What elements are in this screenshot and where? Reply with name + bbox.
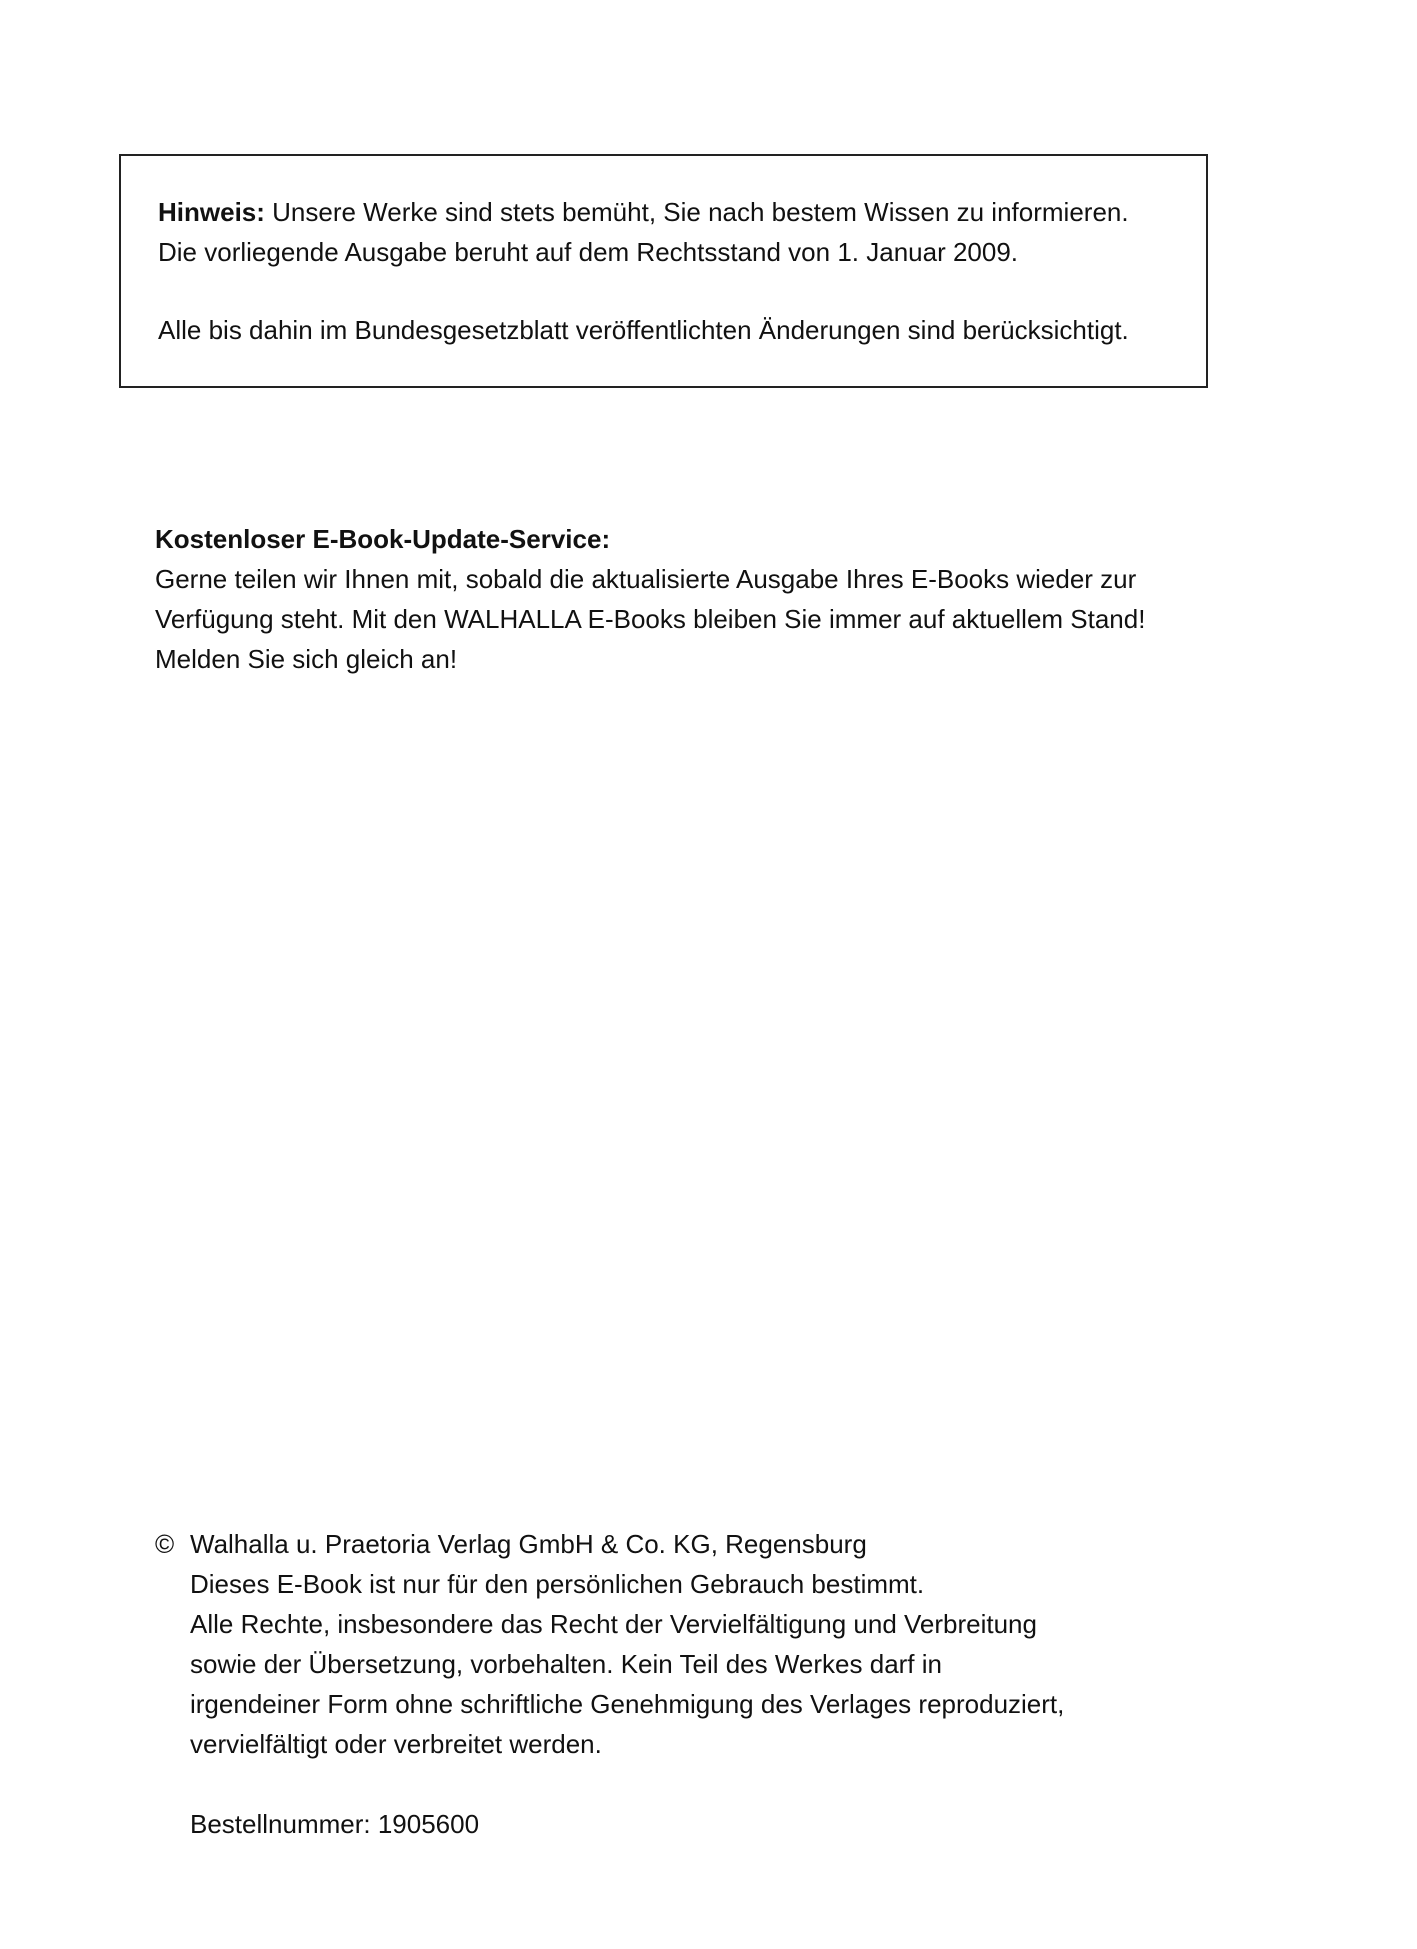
notice-line-3: Alle bis dahin im Bundesgesetzblatt veröffentlichten Änderungen sind berücksichtigt. bbox=[158, 315, 1129, 345]
notice-line-2: Die vorliegende Ausgabe beruht auf dem Rechtsstand von 1. Januar 2009. bbox=[158, 237, 1019, 267]
copyright-line: vervielfältigt oder verbreitet werden. bbox=[190, 1729, 602, 1759]
copyright-symbol: © bbox=[155, 1529, 175, 1559]
update-service-line: Verfügung steht. Mit den WALHALLA E-Books bleiben Sie immer auf aktuellem Stand! bbox=[155, 604, 1146, 634]
notice-line-1 bbox=[158, 192, 1206, 232]
copyright-section bbox=[155, 1524, 1064, 1844]
copyright-line: sowie der Übersetzung, vorbehalten. Kein Teil des Werkes darf in bbox=[190, 1649, 942, 1679]
update-service-heading: Kostenloser E-Book-Update-Service: bbox=[155, 524, 611, 554]
notice-label: Hinweis: bbox=[158, 197, 265, 227]
notice-text-1: Unsere Werke sind stets bemüht, Sie nach bestem Wissen zu informieren. bbox=[264, 197, 1129, 227]
copyright-line: Walhalla u. Praetoria Verlag GmbH & Co. KG, Regensburg bbox=[190, 1529, 867, 1559]
order-number: Bestellnummer: 1905600 bbox=[190, 1809, 480, 1839]
update-service-line: Gerne teilen wir Ihnen mit, sobald die aktualisierte Ausgabe Ihres E-Books wieder zur bbox=[155, 564, 1137, 594]
update-service-section bbox=[155, 519, 1145, 679]
update-service-line: Melden Sie sich gleich an! bbox=[155, 644, 458, 674]
notice-box bbox=[119, 154, 1208, 388]
copyright-line: Dieses E-Book ist nur für den persönlichen Gebrauch bestimmt. bbox=[190, 1569, 925, 1599]
copyright-line: irgendeiner Form ohne schriftliche Genehmigung des Verlages reproduziert, bbox=[190, 1689, 1065, 1719]
copyright-line: Alle Rechte, insbesondere das Recht der Vervielfältigung und Verbreitung bbox=[190, 1609, 1037, 1639]
